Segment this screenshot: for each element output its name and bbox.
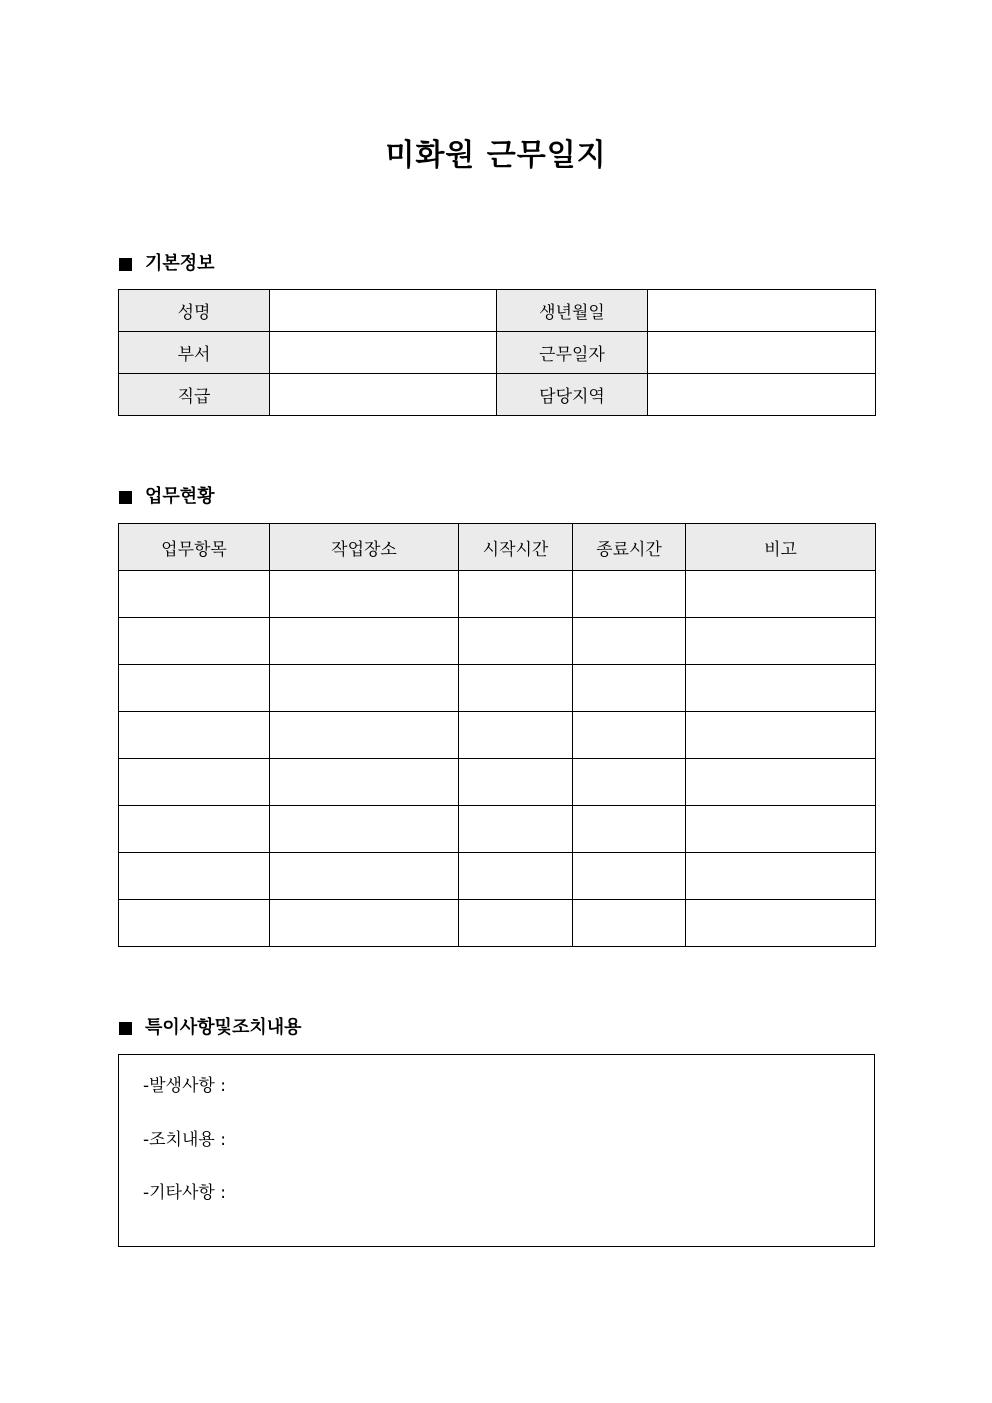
- basic-info-row: [119, 374, 876, 416]
- remarks-cell[interactable]: [686, 665, 876, 712]
- work-status-heading-text: 업무현황: [145, 486, 215, 507]
- end-time-cell[interactable]: [573, 759, 686, 806]
- position-label: 직급: [119, 374, 270, 416]
- location-cell[interactable]: [270, 665, 459, 712]
- column-header-start-time: 시작시간: [459, 524, 573, 571]
- task-cell[interactable]: [119, 900, 270, 947]
- position-field[interactable]: [270, 374, 497, 416]
- remarks-cell[interactable]: [686, 853, 876, 900]
- assigned-area-label: 담당지역: [497, 374, 648, 416]
- end-time-cell[interactable]: [573, 900, 686, 947]
- basic-info-row: [119, 332, 876, 374]
- end-time-cell[interactable]: [573, 571, 686, 618]
- work-date-label: 근무일자: [497, 332, 648, 374]
- notes-box[interactable]: [118, 1054, 875, 1247]
- task-cell[interactable]: [119, 618, 270, 665]
- table-row: [119, 900, 876, 947]
- task-cell[interactable]: [119, 712, 270, 759]
- notes-heading: [119, 1016, 302, 1040]
- start-time-cell[interactable]: [459, 618, 573, 665]
- basic-info-heading: [119, 252, 215, 276]
- table-row: [119, 618, 876, 665]
- table-row: [119, 712, 876, 759]
- remarks-cell[interactable]: [686, 806, 876, 853]
- table-row: [119, 853, 876, 900]
- column-header-location: 작업장소: [270, 524, 459, 571]
- notes-heading-text: 특이사항및조치내용: [145, 1017, 302, 1038]
- start-time-cell[interactable]: [459, 571, 573, 618]
- start-time-cell[interactable]: [459, 712, 573, 759]
- work-status-heading: [119, 485, 215, 509]
- task-cell[interactable]: [119, 571, 270, 618]
- location-cell[interactable]: [270, 759, 459, 806]
- task-cell[interactable]: [119, 665, 270, 712]
- column-header-task: 업무항목: [119, 524, 270, 571]
- end-time-cell[interactable]: [573, 853, 686, 900]
- page-title: 미화원 근무일지: [385, 138, 607, 173]
- location-cell[interactable]: [270, 806, 459, 853]
- black-square-icon: [119, 491, 132, 504]
- other-line: -기타사항 :: [143, 1183, 226, 1203]
- remarks-cell[interactable]: [686, 571, 876, 618]
- action-line: -조치내용 :: [143, 1130, 226, 1150]
- work-table-header-row: [119, 524, 876, 571]
- end-time-cell[interactable]: [573, 665, 686, 712]
- birthdate-field[interactable]: [648, 290, 876, 332]
- department-label: 부서: [119, 332, 270, 374]
- location-cell[interactable]: [270, 900, 459, 947]
- table-row: [119, 665, 876, 712]
- table-row: [119, 759, 876, 806]
- column-header-end-time: 종료시간: [573, 524, 686, 571]
- start-time-cell[interactable]: [459, 900, 573, 947]
- start-time-cell[interactable]: [459, 665, 573, 712]
- black-square-icon: [119, 1022, 132, 1035]
- start-time-cell[interactable]: [459, 759, 573, 806]
- location-cell[interactable]: [270, 571, 459, 618]
- remarks-cell[interactable]: [686, 618, 876, 665]
- location-cell[interactable]: [270, 618, 459, 665]
- remarks-cell[interactable]: [686, 712, 876, 759]
- work-table-body: [119, 571, 876, 947]
- name-label: 성명: [119, 290, 270, 332]
- task-cell[interactable]: [119, 806, 270, 853]
- name-field[interactable]: [270, 290, 497, 332]
- table-row: [119, 571, 876, 618]
- black-square-icon: [119, 258, 132, 271]
- end-time-cell[interactable]: [573, 806, 686, 853]
- task-cell[interactable]: [119, 759, 270, 806]
- remarks-cell[interactable]: [686, 900, 876, 947]
- work-date-field[interactable]: [648, 332, 876, 374]
- end-time-cell[interactable]: [573, 712, 686, 759]
- start-time-cell[interactable]: [459, 806, 573, 853]
- occurrence-line: -발생사항 :: [143, 1076, 226, 1096]
- start-time-cell[interactable]: [459, 853, 573, 900]
- assigned-area-field[interactable]: [648, 374, 876, 416]
- task-cell[interactable]: [119, 853, 270, 900]
- remarks-cell[interactable]: [686, 759, 876, 806]
- end-time-cell[interactable]: [573, 618, 686, 665]
- birthdate-label: 생년월일: [497, 290, 648, 332]
- department-field[interactable]: [270, 332, 497, 374]
- column-header-remarks: 비고: [686, 524, 876, 571]
- basic-info-row: [119, 290, 876, 332]
- work-status-table: [118, 523, 876, 947]
- table-row: [119, 806, 876, 853]
- location-cell[interactable]: [270, 853, 459, 900]
- location-cell[interactable]: [270, 712, 459, 759]
- basic-info-heading-text: 기본정보: [145, 253, 215, 274]
- basic-info-table: [118, 289, 876, 416]
